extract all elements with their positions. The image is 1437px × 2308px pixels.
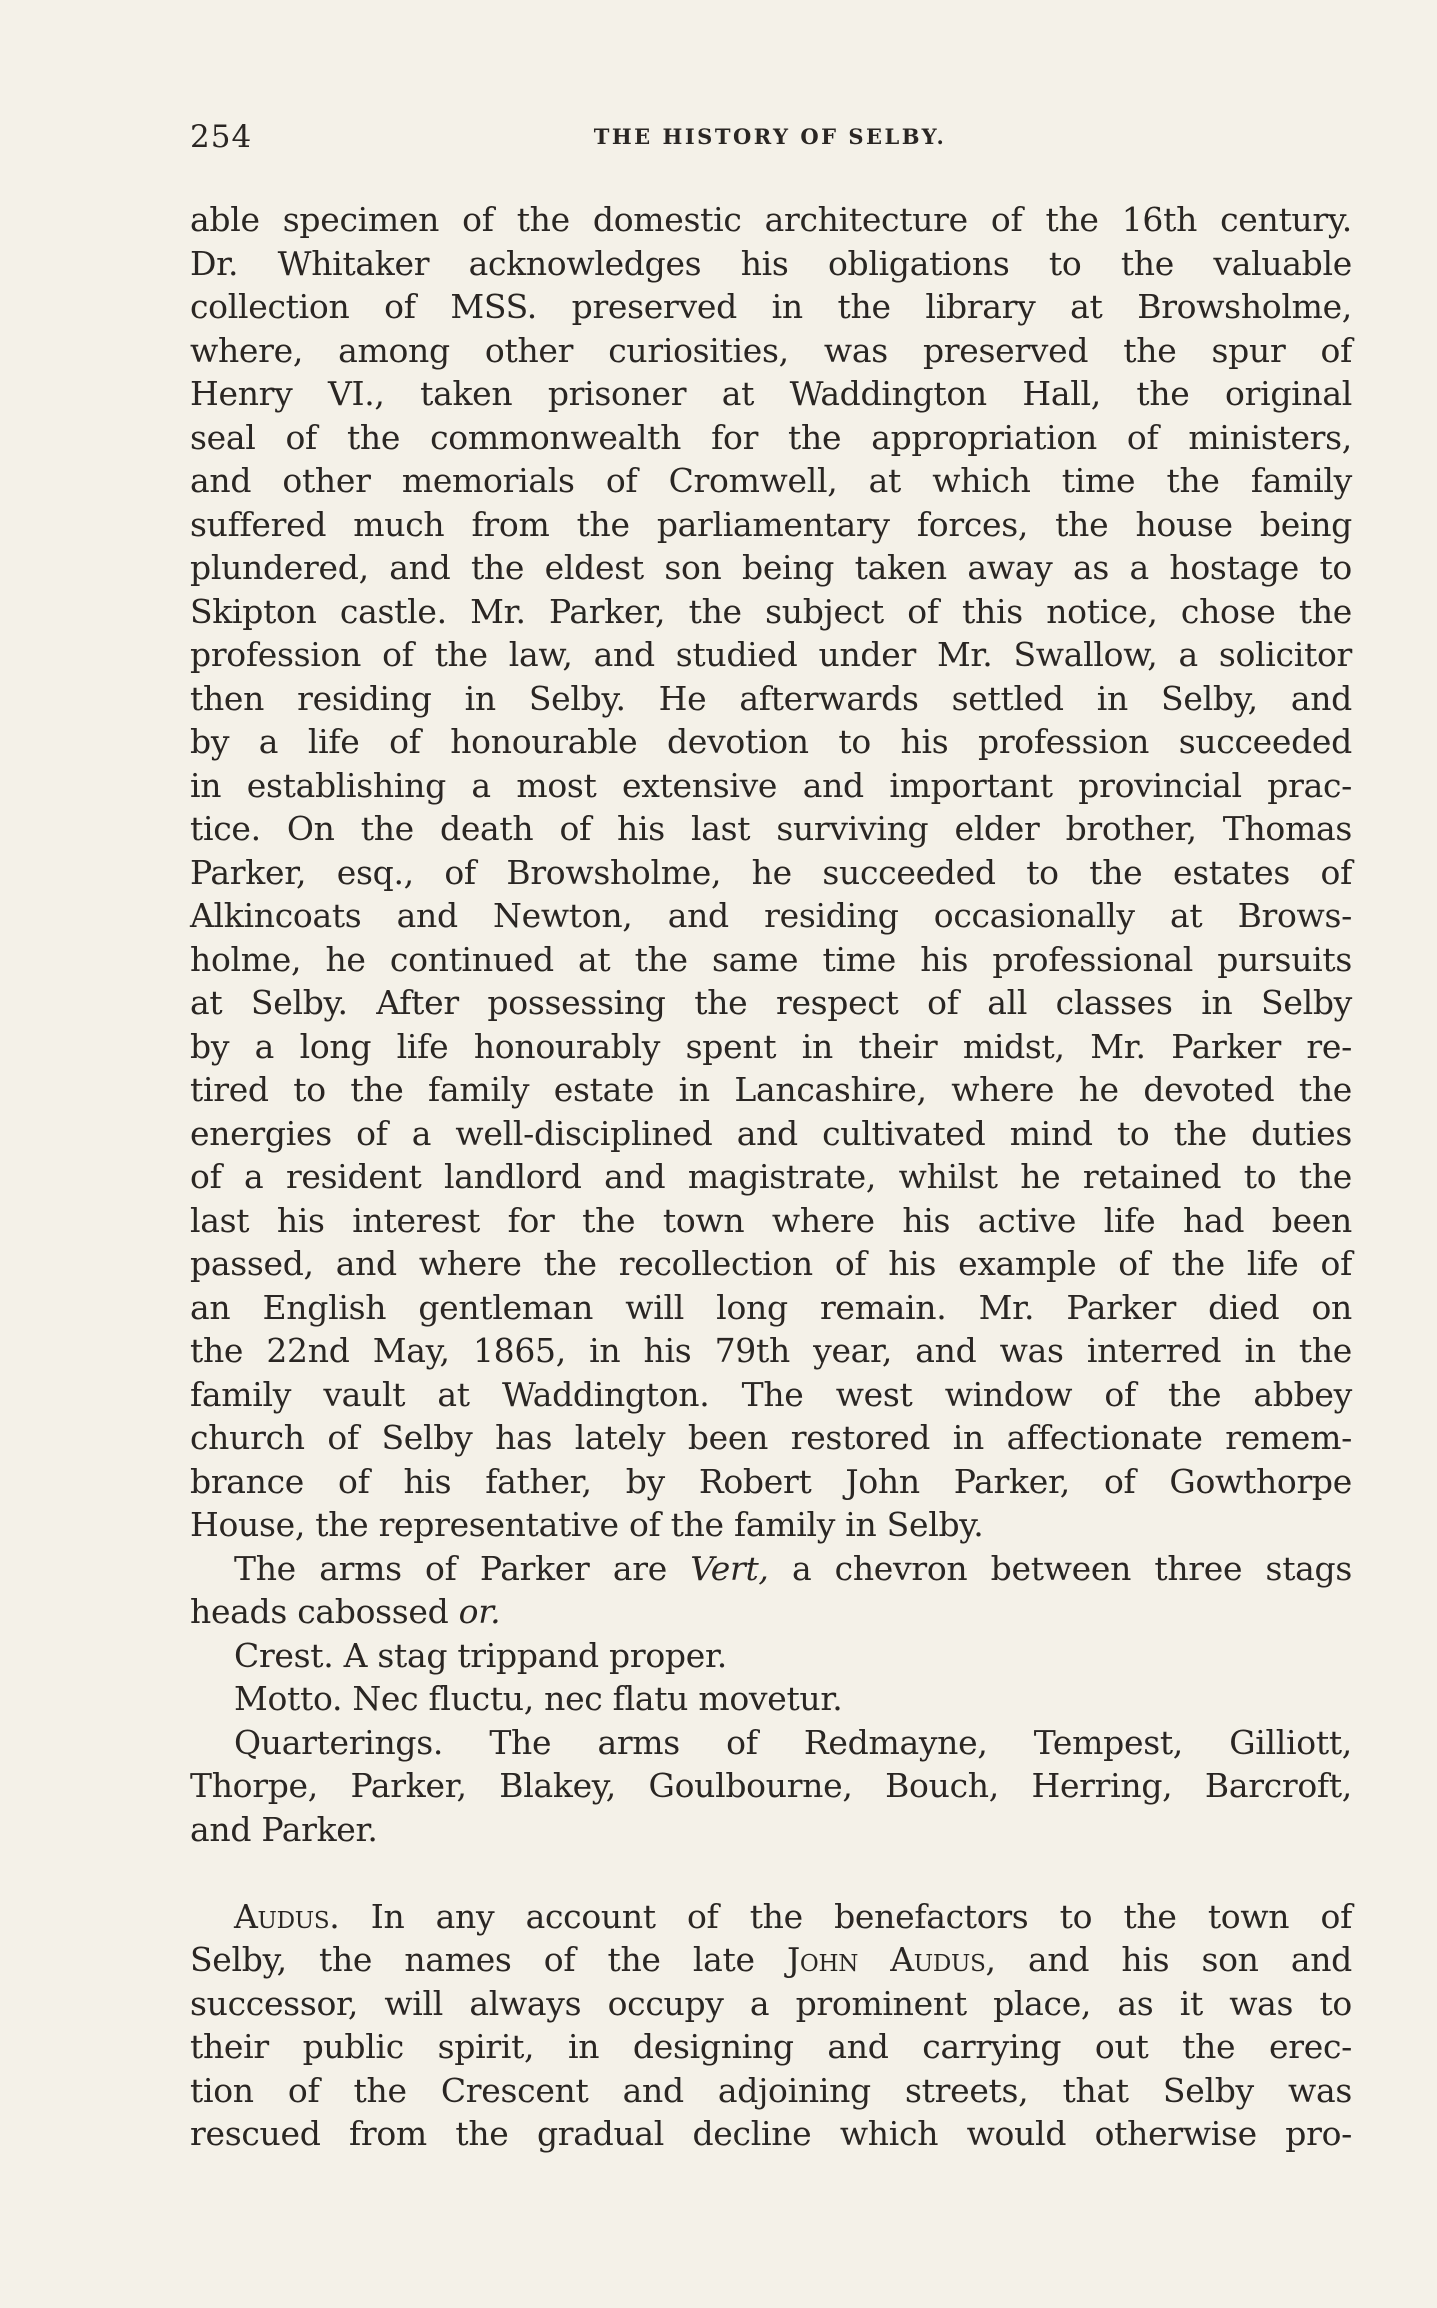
text-line: Alkincoats and Newton, and residing occasionally at Brows- [190, 896, 1352, 935]
page-header [190, 117, 1350, 157]
text-line: Parker, esq., of Browsholme, he succeeded to the estates of [190, 852, 1352, 892]
text-line: brance of his father, by Robert John Parker, of Gowthorpe [190, 1461, 1352, 1501]
quarterings-line: Thorpe, Parker, Blakey, Goulbourne, Bouch, Herring, Barcroft, [190, 1766, 1352, 1805]
text-line: Henry VI., taken prisoner at Waddington Hall, the original [190, 374, 1352, 413]
text-line: at Selby. After possessing the respect of all classes in Selby [190, 983, 1352, 1022]
text-line: then residing in Selby. He afterwards settled in Selby, and [190, 678, 1352, 718]
quarterings-line: and Parker. [190, 1809, 378, 1849]
text-line: and other memorials of Cromwell, at which time the family [190, 461, 1352, 500]
arms-text: The arms of Parker are [234, 1548, 691, 1588]
audus-paragraph [190, 1895, 1352, 2156]
text-line: Skipton castle. Mr. Parker, the subject of this notice, chose the [190, 591, 1352, 631]
text-line: tired to the family estate in Lancashire, where he devoted the [190, 1070, 1352, 1109]
text-line: by a life of honourable devotion to his profession succeeded [190, 722, 1352, 761]
section-gap [190, 1851, 1352, 1895]
text-line: of a resident landlord and magistrate, whilst he retained to the [190, 1157, 1352, 1196]
arms-line [190, 1547, 1352, 1591]
text-line: collection of MSS. preserved in the library at Browsholme, [190, 287, 1352, 326]
text-line: energies of a well-disciplined and cultivated mind to the duties [190, 1113, 1352, 1153]
audus-line: successor, will always occupy a prominent place, as it was to [190, 1983, 1352, 2023]
text-line: an English gentleman will long remain. Mr. Parker died on [190, 1287, 1352, 1327]
text-line: tice. On the death of his last surviving elder brother, Thomas [190, 809, 1352, 848]
body-text [190, 198, 1352, 2156]
text-line: Dr. Whitaker acknowledges his obligations to the valuable [190, 243, 1352, 283]
audus-heading: Audus. [234, 1896, 340, 1936]
text-line: House, the representative of the family in Selby. [190, 1505, 984, 1544]
audus-line: rescued from the gradual decline which would otherwise pro- [190, 2114, 1352, 2153]
arms-section [190, 1547, 1352, 1852]
motto-line: Motto. Nec fluctu, nec flatu movetur. [234, 1679, 843, 1718]
audus-line: tion of the Crescent and adjoining streets, that Selby was [190, 2070, 1352, 2110]
audus-line: their public spirit, in designing and carrying out the erec- [190, 2027, 1352, 2066]
arms-line [190, 1590, 1352, 1634]
person-name: John Audus, [786, 1940, 996, 1979]
text-line: holme, he continued at the same time his professional pursuits [190, 939, 1352, 979]
text-line: last his interest for the town where his active life had been [190, 1200, 1352, 1240]
text-line: by a long life honourably spent in their midst, Mr. Parker re- [190, 1026, 1352, 1066]
audus-text: and his son and [995, 1940, 1352, 1979]
text-line: in establishing a most extensive and important provincial prac- [190, 765, 1352, 805]
audus-text: In any account of the benefactors to the town of [339, 1896, 1352, 1936]
running-title: THE HISTORY OF SELBY. [593, 124, 947, 149]
page-number: 254 [190, 119, 253, 155]
text-line: where, among other curiosities, was preserved the spur of [190, 330, 1352, 370]
text-line: church of Selby has lately been restored in affectionate remem- [190, 1418, 1352, 1457]
text-line: seal of the commonwealth for the appropriation of ministers, [190, 417, 1352, 457]
crest-line: Crest. A stag trippand proper. [234, 1635, 727, 1675]
parker-paragraph [190, 198, 1352, 1547]
audus-line [190, 1938, 1352, 1982]
quarterings-line: Quarterings. The arms of Redmayne, Tempest, Gilliott, [234, 1722, 1352, 1762]
arms-text: a chevron between three stags [768, 1548, 1352, 1588]
arms-text: heads cabossed [190, 1592, 459, 1631]
text-line: able specimen of the domestic architecture of the 16th century. [190, 200, 1352, 239]
text-line: the 22nd May, 1865, in his 79th year, and was interred in the [190, 1331, 1352, 1370]
text-line: family vault at Waddington. The west window of the abbey [190, 1374, 1352, 1414]
text-line: profession of the law, and studied under Mr. Swallow, a solicitor [190, 635, 1352, 674]
audus-line [190, 1895, 1352, 1939]
text-line: plundered, and the eldest son being taken away as a hostage to [190, 548, 1352, 587]
arms-tincture-or: or. [458, 1592, 501, 1631]
audus-text: Selby, the names of the late [190, 1940, 787, 1979]
text-line: suffered much from the parliamentary forces, the house being [190, 504, 1352, 544]
arms-tincture-vert: Vert, [690, 1548, 769, 1588]
text-line: passed, and where the recollection of his example of the life of [190, 1244, 1352, 1283]
